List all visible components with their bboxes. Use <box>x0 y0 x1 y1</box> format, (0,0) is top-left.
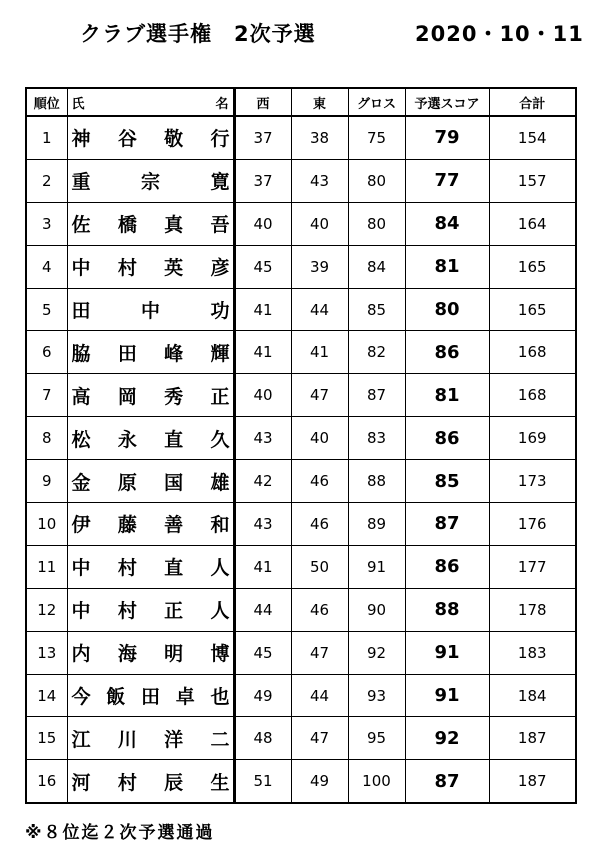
table-row <box>26 588 576 631</box>
player-name-cell <box>67 674 234 717</box>
gross-score-cell: 89 <box>348 503 405 546</box>
name-char: 田 <box>140 686 160 709</box>
name-char: 田 <box>71 300 91 322</box>
table-row <box>26 717 576 760</box>
name-char: 善 <box>164 514 184 537</box>
name-char: 高 <box>71 385 91 408</box>
name-char: 正 <box>210 385 230 408</box>
table-row <box>26 288 576 331</box>
east-score-cell: 40 <box>291 202 348 245</box>
col-total: 合計 <box>489 88 576 116</box>
player-name-cell <box>67 417 234 460</box>
west-score-cell: 42 <box>234 460 291 503</box>
rank-cell: 15 <box>26 717 67 760</box>
total-score-cell: 177 <box>489 545 576 588</box>
gross-score-cell: 91 <box>348 545 405 588</box>
total-score-cell: 168 <box>489 331 576 374</box>
total-score-cell: 187 <box>489 717 576 760</box>
gross-score-cell: 82 <box>348 331 405 374</box>
name-char: 金 <box>71 471 91 494</box>
qualifying-score-cell: 85 <box>405 460 489 503</box>
east-score-cell: 40 <box>291 417 348 460</box>
table-row <box>26 460 576 503</box>
name-char: 生 <box>210 771 230 794</box>
name-char: 中 <box>140 300 160 322</box>
east-score-cell: 47 <box>291 631 348 674</box>
player-name <box>68 339 233 366</box>
footnote: ※８位迄２次予選通過 <box>25 823 215 843</box>
table-row <box>26 545 576 588</box>
qualifying-score-cell: 81 <box>405 245 489 288</box>
name-char: 峰 <box>164 342 184 365</box>
name-char: 和 <box>210 514 230 537</box>
east-score-cell: 44 <box>291 288 348 331</box>
west-score-cell: 37 <box>234 116 291 159</box>
name-char: 原 <box>117 471 137 494</box>
rank-cell: 4 <box>26 245 67 288</box>
player-name <box>68 425 233 452</box>
name-char: 中 <box>71 600 91 623</box>
player-name <box>68 124 233 151</box>
name-char: 国 <box>164 471 184 494</box>
name-char: 辰 <box>164 771 184 794</box>
east-score-cell: 41 <box>291 331 348 374</box>
total-score-cell: 187 <box>489 760 576 803</box>
rank-cell: 2 <box>26 159 67 202</box>
east-score-cell: 43 <box>291 159 348 202</box>
name-char: 人 <box>210 557 230 580</box>
name-char: 田 <box>117 342 137 365</box>
name-char: 久 <box>210 428 230 451</box>
name-char: 雄 <box>210 471 230 494</box>
total-score-cell: 154 <box>489 116 576 159</box>
east-score-cell: 38 <box>291 116 348 159</box>
col-name-given: 名 <box>215 96 229 112</box>
qualifying-score-cell: 86 <box>405 545 489 588</box>
west-score-cell: 41 <box>234 288 291 331</box>
player-name <box>68 682 233 709</box>
col-rank: 順位 <box>26 88 67 116</box>
east-score-cell: 47 <box>291 717 348 760</box>
total-score-cell: 183 <box>489 631 576 674</box>
name-char: 中 <box>71 257 91 280</box>
col-gross: グロス <box>348 88 405 116</box>
name-char: 卓 <box>175 686 195 709</box>
table-row <box>26 674 576 717</box>
rank-cell: 5 <box>26 288 67 331</box>
east-score-cell: 47 <box>291 374 348 417</box>
east-score-cell: 39 <box>291 245 348 288</box>
name-char: 正 <box>164 600 184 623</box>
qualifying-score-cell: 91 <box>405 674 489 717</box>
player-name <box>68 167 233 194</box>
total-score-cell: 178 <box>489 588 576 631</box>
total-score-cell: 168 <box>489 374 576 417</box>
player-name-cell <box>67 159 234 202</box>
table-row <box>26 417 576 460</box>
player-name-cell <box>67 545 234 588</box>
name-char: 伊 <box>71 514 91 537</box>
west-score-cell: 49 <box>234 674 291 717</box>
player-name <box>68 382 233 409</box>
name-char: 谷 <box>117 128 137 151</box>
name-char: 村 <box>117 600 137 623</box>
results-table <box>25 87 577 804</box>
rank-cell: 11 <box>26 545 67 588</box>
qualifying-score-cell: 84 <box>405 202 489 245</box>
west-score-cell: 48 <box>234 717 291 760</box>
player-name <box>68 768 233 795</box>
west-score-cell: 40 <box>234 374 291 417</box>
player-name <box>68 725 233 752</box>
name-char: 彦 <box>210 257 230 280</box>
table-row <box>26 159 576 202</box>
event-date: 2020・10・11 <box>415 22 584 46</box>
name-char: 也 <box>210 686 230 709</box>
gross-score-cell: 85 <box>348 288 405 331</box>
player-name <box>68 468 233 495</box>
player-name <box>68 510 233 537</box>
gross-score-cell: 95 <box>348 717 405 760</box>
page-title: クラブ選手権 2次予選 <box>80 22 316 46</box>
west-score-cell: 44 <box>234 588 291 631</box>
col-west: 西 <box>234 88 291 116</box>
player-name <box>68 553 233 580</box>
player-name-cell <box>67 245 234 288</box>
name-char: 村 <box>117 257 137 280</box>
rank-cell: 14 <box>26 674 67 717</box>
name-char: 二 <box>210 728 230 751</box>
table-row <box>26 374 576 417</box>
name-char: 橋 <box>117 214 137 237</box>
west-score-cell: 51 <box>234 760 291 803</box>
player-name-cell <box>67 760 234 803</box>
east-score-cell: 46 <box>291 503 348 546</box>
name-char: 永 <box>117 428 137 451</box>
table-row <box>26 116 576 159</box>
name-char: 宗 <box>140 171 160 194</box>
total-score-cell: 164 <box>489 202 576 245</box>
total-score-cell: 169 <box>489 417 576 460</box>
west-score-cell: 43 <box>234 503 291 546</box>
total-score-cell: 176 <box>489 503 576 546</box>
gross-score-cell: 80 <box>348 202 405 245</box>
name-char: 功 <box>210 300 230 322</box>
west-score-cell: 45 <box>234 245 291 288</box>
table-header-row <box>26 88 576 116</box>
qualifying-score-cell: 86 <box>405 417 489 460</box>
total-score-cell: 173 <box>489 460 576 503</box>
rank-cell: 16 <box>26 760 67 803</box>
name-char: 重 <box>71 171 91 194</box>
player-name-cell <box>67 631 234 674</box>
rank-cell: 7 <box>26 374 67 417</box>
player-name-cell <box>67 331 234 374</box>
player-name <box>68 253 233 280</box>
name-char: 博 <box>210 643 230 666</box>
player-name-cell <box>67 288 234 331</box>
qualifying-score-cell: 80 <box>405 288 489 331</box>
name-char: 江 <box>71 728 91 751</box>
table-row <box>26 331 576 374</box>
east-score-cell: 46 <box>291 460 348 503</box>
rank-cell: 10 <box>26 503 67 546</box>
player-name <box>68 639 233 666</box>
rank-cell: 12 <box>26 588 67 631</box>
rank-cell: 6 <box>26 331 67 374</box>
qualifying-score-cell: 86 <box>405 331 489 374</box>
gross-score-cell: 100 <box>348 760 405 803</box>
name-char: 脇 <box>71 342 91 365</box>
west-score-cell: 40 <box>234 202 291 245</box>
table-row <box>26 631 576 674</box>
name-char: 中 <box>71 557 91 580</box>
total-score-cell: 157 <box>489 159 576 202</box>
total-score-cell: 165 <box>489 245 576 288</box>
qualifying-score-cell: 87 <box>405 760 489 803</box>
rank-cell: 3 <box>26 202 67 245</box>
player-name <box>68 296 233 323</box>
name-char: 神 <box>71 128 91 151</box>
rank-cell: 13 <box>26 631 67 674</box>
name-char: 内 <box>71 643 91 666</box>
name-char: 飯 <box>106 686 126 709</box>
col-qualifying-score: 予選スコア <box>405 88 489 116</box>
name-char: 吾 <box>210 214 230 237</box>
qualifying-score-cell: 87 <box>405 503 489 546</box>
name-char: 明 <box>164 643 184 666</box>
player-name-cell <box>67 116 234 159</box>
total-score-cell: 184 <box>489 674 576 717</box>
name-char: 洋 <box>164 728 184 751</box>
rank-cell: 1 <box>26 116 67 159</box>
player-name-cell <box>67 503 234 546</box>
table-row <box>26 245 576 288</box>
name-char: 直 <box>164 428 184 451</box>
player-name-cell <box>67 588 234 631</box>
east-score-cell: 44 <box>291 674 348 717</box>
name-char: 敬 <box>164 128 184 151</box>
east-score-cell: 46 <box>291 588 348 631</box>
table-row <box>26 202 576 245</box>
name-char: 河 <box>71 771 91 794</box>
player-name-cell <box>67 460 234 503</box>
player-name <box>68 596 233 623</box>
name-char: 寛 <box>210 171 230 194</box>
rank-cell: 8 <box>26 417 67 460</box>
col-name-surname: 氏 <box>71 96 85 112</box>
east-score-cell: 50 <box>291 545 348 588</box>
name-char: 佐 <box>71 214 91 237</box>
name-char: 行 <box>210 128 230 151</box>
west-score-cell: 45 <box>234 631 291 674</box>
gross-score-cell: 80 <box>348 159 405 202</box>
qualifying-score-cell: 91 <box>405 631 489 674</box>
gross-score-cell: 75 <box>348 116 405 159</box>
name-char: 岡 <box>117 385 137 408</box>
total-score-cell: 165 <box>489 288 576 331</box>
west-score-cell: 43 <box>234 417 291 460</box>
gross-score-cell: 90 <box>348 588 405 631</box>
gross-score-cell: 93 <box>348 674 405 717</box>
player-name-cell <box>67 202 234 245</box>
name-char: 秀 <box>164 385 184 408</box>
name-char: 英 <box>164 257 184 280</box>
name-char: 川 <box>117 728 137 751</box>
qualifying-score-cell: 92 <box>405 717 489 760</box>
qualifying-score-cell: 88 <box>405 588 489 631</box>
name-char: 今 <box>71 686 91 709</box>
west-score-cell: 37 <box>234 159 291 202</box>
west-score-cell: 41 <box>234 545 291 588</box>
col-name <box>67 88 234 116</box>
name-char: 直 <box>164 557 184 580</box>
player-name-cell <box>67 717 234 760</box>
rank-cell: 9 <box>26 460 67 503</box>
east-score-cell: 49 <box>291 760 348 803</box>
gross-score-cell: 83 <box>348 417 405 460</box>
qualifying-score-cell: 79 <box>405 116 489 159</box>
name-char: 人 <box>210 600 230 623</box>
name-char: 真 <box>164 214 184 237</box>
name-char: 藤 <box>117 514 137 537</box>
table-row <box>26 503 576 546</box>
name-char: 輝 <box>210 342 230 365</box>
table-row <box>26 760 576 803</box>
gross-score-cell: 88 <box>348 460 405 503</box>
gross-score-cell: 92 <box>348 631 405 674</box>
col-east: 東 <box>291 88 348 116</box>
gross-score-cell: 84 <box>348 245 405 288</box>
qualifying-score-cell: 81 <box>405 374 489 417</box>
name-char: 海 <box>117 643 137 666</box>
name-char: 村 <box>117 771 137 794</box>
name-char: 村 <box>117 557 137 580</box>
gross-score-cell: 87 <box>348 374 405 417</box>
name-char: 松 <box>71 428 91 451</box>
player-name-cell <box>67 374 234 417</box>
qualifying-score-cell: 77 <box>405 159 489 202</box>
west-score-cell: 41 <box>234 331 291 374</box>
player-name <box>68 210 233 237</box>
